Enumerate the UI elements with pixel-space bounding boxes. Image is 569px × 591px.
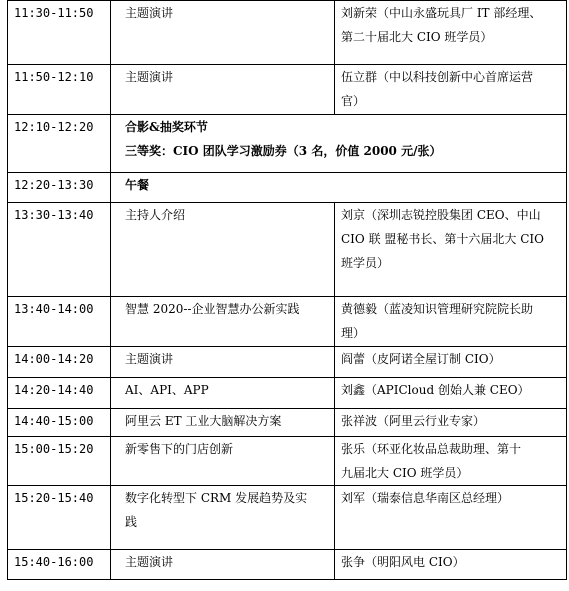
speaker-text: 阎蕾（皮阿诺全屋订制 CIO） <box>341 352 501 366</box>
speaker-text: 班学员） <box>341 256 390 270</box>
speaker-text: CIO 联 盟秘书长、第十六届北大 CIO <box>341 232 544 246</box>
speaker-text: 官） <box>341 94 366 108</box>
speaker-text: 伍立群（中以科技创新中心首席运营 <box>341 70 534 84</box>
topic-text: 主题演讲 <box>125 555 174 569</box>
merged-cell <box>111 115 567 173</box>
topic-cell <box>111 486 335 550</box>
time-cell <box>8 173 111 203</box>
topic-text: 阿里云 ET 工业大脑解决方案 <box>125 414 282 428</box>
time-cell <box>8 347 111 378</box>
topic-text: 主题演讲 <box>125 352 174 366</box>
speaker-cell <box>335 65 567 115</box>
topic-text: 主持人介绍 <box>125 208 186 222</box>
agenda-table <box>7 0 567 580</box>
topic-cell <box>111 409 335 437</box>
time-text: 14:20-14:40 <box>14 383 94 397</box>
time-text: 12:10-12:20 <box>14 120 94 134</box>
table-row <box>8 297 567 347</box>
time-text: 15:40-16:00 <box>14 555 94 569</box>
speaker-cell <box>335 409 567 437</box>
speaker-text: 刘新荣（中山永盛玩具厂 IT 部经理、 <box>341 6 542 20</box>
speaker-cell <box>335 203 567 297</box>
speaker-cell <box>335 550 567 580</box>
table-row <box>8 486 567 550</box>
table-row <box>8 550 567 580</box>
table-row <box>8 347 567 378</box>
speaker-cell <box>335 378 567 409</box>
topic-cell <box>111 550 335 580</box>
time-cell <box>8 550 111 580</box>
merged-cell <box>111 173 567 203</box>
time-cell <box>8 65 111 115</box>
span-text: 午餐 <box>125 178 150 192</box>
table-row <box>8 65 567 115</box>
table-row <box>8 409 567 437</box>
topic-text: 新零售下的门店创新 <box>125 442 234 456</box>
span-text: 三等奖：CIO 团队学习激励券（3 名，价值 2000 元/张） <box>125 144 442 158</box>
time-text: 15:20-15:40 <box>14 491 94 505</box>
speaker-cell <box>335 437 567 486</box>
speaker-cell <box>335 297 567 347</box>
topic-cell <box>111 1 335 65</box>
time-cell <box>8 1 111 65</box>
table-row <box>8 203 567 297</box>
time-text: 13:30-13:40 <box>14 208 94 222</box>
table-row <box>8 378 567 409</box>
topic-text: AI、API、APP <box>125 383 209 397</box>
topic-text: 主题演讲 <box>125 6 174 20</box>
time-cell <box>8 378 111 409</box>
time-text: 11:30-11:50 <box>14 6 94 20</box>
speaker-text: 张乐（环亚化妆品总裁助理、第十 <box>341 442 522 456</box>
span-text: 合影&抽奖环节 <box>125 120 208 134</box>
time-text: 15:00-15:20 <box>14 442 94 456</box>
speaker-text: 刘鑫（APICloud 创始人兼 CEO） <box>341 383 530 397</box>
topic-text: 数字化转型下 CRM 发展趋势及实 <box>125 491 308 505</box>
topic-text: 践 <box>125 515 138 529</box>
topic-cell <box>111 347 335 378</box>
time-cell <box>8 203 111 297</box>
speaker-text: 黄德毅（蓝凌知识管理研究院院长助 <box>341 302 534 316</box>
speaker-cell <box>335 347 567 378</box>
speaker-text: 张祥波（阿里云行业专家） <box>341 414 486 428</box>
time-cell <box>8 437 111 486</box>
speaker-text: 第二十届北大 CIO 班学员） <box>341 30 493 44</box>
time-cell <box>8 115 111 173</box>
time-text: 12:20-13:30 <box>14 178 94 192</box>
speaker-text: 刘军（瑞泰信息华南区总经理） <box>341 491 510 505</box>
topic-cell <box>111 297 335 347</box>
speaker-text: 九届北大 CIO 班学员） <box>341 466 469 480</box>
topic-cell <box>111 65 335 115</box>
table-row <box>8 437 567 486</box>
table-row <box>8 173 567 203</box>
topic-cell <box>111 203 335 297</box>
speaker-text: 张争（明阳风电 CIO） <box>341 555 465 569</box>
topic-text: 智慧 2020--企业智慧办公新实践 <box>125 302 300 316</box>
time-text: 11:50-12:10 <box>14 70 94 84</box>
topic-cell <box>111 437 335 486</box>
table-row <box>8 115 567 173</box>
speaker-cell <box>335 486 567 550</box>
topic-text: 主题演讲 <box>125 70 174 84</box>
time-text: 14:00-14:20 <box>14 352 94 366</box>
time-cell <box>8 409 111 437</box>
time-cell <box>8 297 111 347</box>
time-text: 14:40-15:00 <box>14 414 94 428</box>
time-text: 13:40-14:00 <box>14 302 94 316</box>
topic-cell <box>111 378 335 409</box>
speaker-cell <box>335 1 567 65</box>
speaker-text: 理） <box>341 326 366 340</box>
table-row <box>8 1 567 65</box>
speaker-text: 刘京（深圳志锐控股集团 CEO、中山 <box>341 208 541 222</box>
time-cell <box>8 486 111 550</box>
